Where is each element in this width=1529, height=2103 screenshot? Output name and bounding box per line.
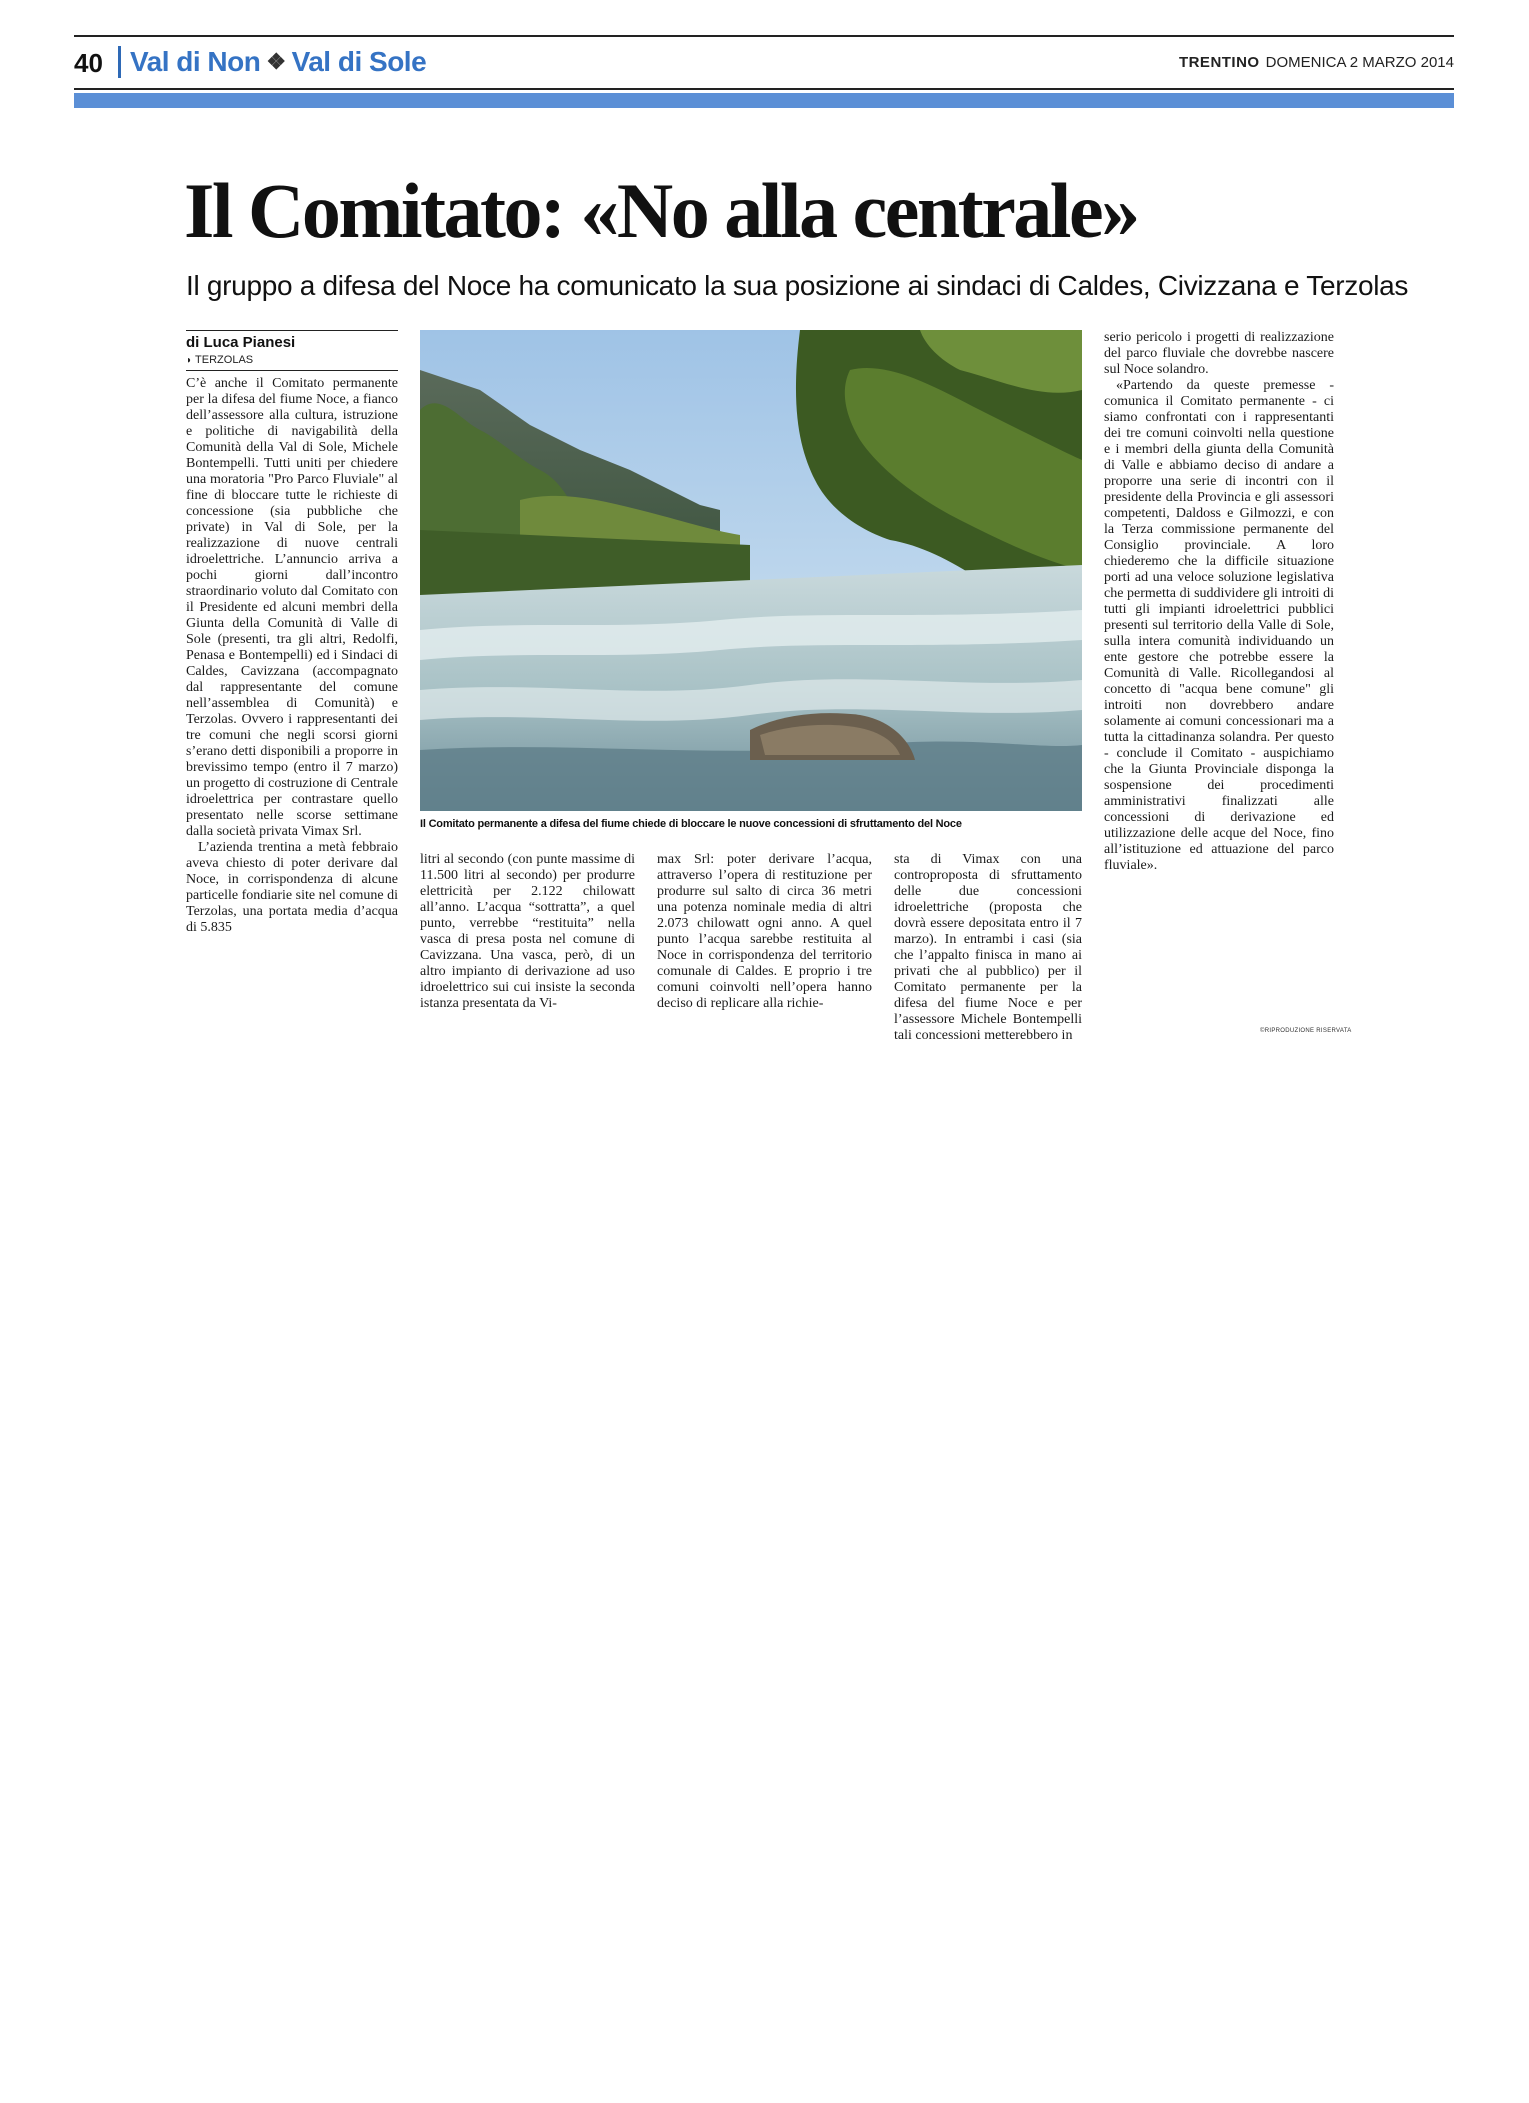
diamond-separator-icon: ❖ xyxy=(266,49,286,74)
header-top-rule xyxy=(74,35,1454,37)
section-left: Val di Non xyxy=(130,46,261,77)
page-header xyxy=(74,46,1454,80)
byline xyxy=(186,330,398,371)
author: di Luca Pianesi xyxy=(186,334,296,351)
article-column-2 xyxy=(420,852,635,1012)
header-bottom-rule xyxy=(74,88,1454,90)
header-divider xyxy=(118,46,121,78)
dateline xyxy=(186,354,398,366)
article-column-3 xyxy=(657,852,872,1012)
subheadline: Il gruppo a difesa del Noce ha comunicato la sua posizione ai sindaci di Caldes, Civizzana e Terzolas xyxy=(186,270,1409,301)
dateline-marker-icon: ◗ xyxy=(186,355,193,366)
paragraph: C’è anche il Comitato permanente per la difesa del fiume Noce, a fianco dell’assessore alla cultura, istruzione e politiche di navigabilità della Comunità della Val di Sole, Michele Bontempelli. Tutti uniti per chiedere una moratoria "Pro Parco Fluviale" al fine di bloccare tutte le richieste di concessione (sia pubbliche che private) in Val di Sole, per la realizzazione di nuove centrali idroelettriche. L’annuncio arriva a pochi giorni dall’incontro straordinario voluto dal Comitato con il Presidente ed alcuni membri della Giunta della Comunità di Valle di Sole (presenti, tra gli altri, Redolfi, Penasa e Bontempelli) ed i Sindaci di Caldes, Cavizzana (accompagnato dal rappresentante del comune nell’assemblea di Comunità) e Terzolas. Ovvero i rappresentanti dei tre comuni che negli scorsi giorni s’erano detti disponibili a proporre in brevissimo tempo (entro il 7 marzo) un progetto di costruzione di Centrale idroelettrica per contrastare quello presentato nelle scorse settimane dalla società privata Vimax Srl. xyxy=(186,376,398,839)
paragraph: litri al secondo (con punte massime di 11.500 litri al secondo) per produrre elettricità per 2.122 chilowatt all’anno. L’acqua “sottratta”, a quel punto, verrebbe “restituita” nella vasca di presa posta nel comune di Cavizzana. Una vasca, però, di un altro impianto di derivazione ad uso idroelettrico sui cui insiste la seconda istanza presentata da Vi- xyxy=(420,852,635,1011)
paragraph: L’azienda trentina a metà febbraio aveva chiesto di poter derivare dal Noce, in corrispondenza di alcune particelle fondiarie site nel comune di Terzolas, una portata media d’acqua di 5.835 xyxy=(186,840,398,935)
article-column-5 xyxy=(1104,330,1334,874)
page-number: 40 xyxy=(74,48,103,78)
paragraph: max Srl: poter derivare l’acqua, attraverso l’opera di restituzione per produrre sul salto di circa 36 metri una potenza nominale media di altri 2.073 chilowatt ogni anno. A quel punto l’acqua sarebbe restituita al Noce in corrispondenza del territorio comunale di Caldes. E proprio i tre comuni coinvolti nell’opera hanno deciso di replicare alla richie- xyxy=(657,852,872,1011)
header-color-band xyxy=(74,93,1454,108)
section-title xyxy=(130,46,426,78)
section-right: Val di Sole xyxy=(291,46,427,77)
byline-rule xyxy=(186,370,398,371)
paragraph: «Partendo da queste premesse - comunica il Comitato permanente - ci siamo confrontati con i rappresentanti dei tre comuni coinvolti nella questione e i membri della giunta della Comunità di Valle e abbiamo deciso di andare a proporre una serie di incontri con il presidente della Provincia e gli assessori competenti, Daldoss e Gilmozzi, e con la Terza commissione permanente del Consiglio provinciale. A loro chiederemo che la difficile situazione porti ad una veloce soluzione legislativa che permetta di suddividere gli introiti di tutti gli impianti idroelettrici pubblici presenti sul territorio della Valle di Sole, sulla intera comunità individuando un ente gestore che potrebbe essere la Comunità di Valle. Ricollegandosi al concetto di "acqua bene comune" gli introiti non dovrebbero andare solamente ai comuni concessionari ma a tutta la cittadinanza solandra. Per questo - conclude il Comitato - auspichiamo che la Giunta Provinciale disponga la sospensione dei procedimenti amministrativi finalizzati alle concessioni di derivazione ed utilizzazione delle acque del Noce, fino all’istituzione ed attuazione del parco fluviale». xyxy=(1104,378,1334,873)
river-photo xyxy=(420,330,1082,811)
rights-notice: ©RIPRODUZIONE RISERVATA xyxy=(1260,1028,1352,1034)
paragraph: serio pericolo i progetti di realizzazione del parco fluviale che dovrebbe nascere sul Noce solandro. xyxy=(1104,330,1334,377)
article-column-1 xyxy=(186,376,398,936)
issue-date: DOMENICA 2 MARZO 2014 xyxy=(1265,54,1454,71)
dateline-text: TERZOLAS xyxy=(195,354,254,366)
headline: Il Comitato: «No alla centrale» xyxy=(184,167,1138,254)
newspaper-info xyxy=(1179,54,1454,71)
article-column-4 xyxy=(894,852,1082,1044)
photo-caption: Il Comitato permanente a difesa del fiume chiede di bloccare le nuove concessioni di sfruttamento del Noce xyxy=(420,818,962,830)
newspaper-name: TRENTINO xyxy=(1178,54,1260,71)
paragraph: sta di Vimax con una controproposta di sfruttamento delle due concessioni idroelettriche (proposta che dovrà essere depositata entro il 7 marzo). In entrambi i casi (sia che l’appalto finisca in mano ai privati che al pubblico) per il Comitato permanente per la difesa del fiume Noce e per l’assessore Michele Bontempelli tali concessioni metterebbero in xyxy=(894,852,1082,1043)
